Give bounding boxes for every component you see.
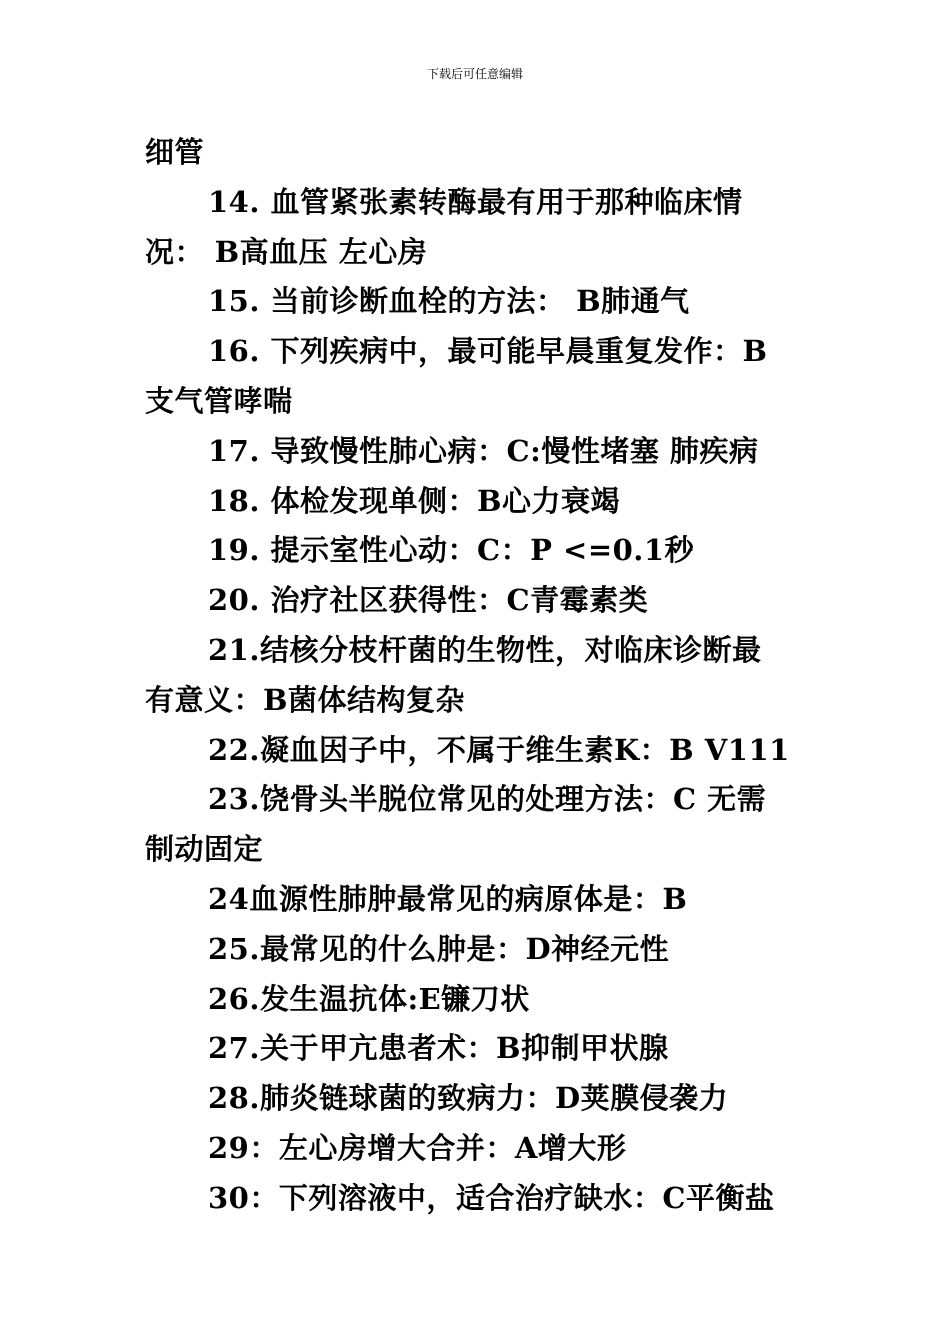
text-line: 28.肺炎链球菌的致病力：D荚膜侵袭力 [208,1081,729,1116]
text-line: 细管 [145,135,205,169]
text-line: 24血源性肺肿最常见的病原体是：B [208,881,688,916]
text-line: 15. 当前诊断血栓的方法： B肺通气 [208,284,690,319]
text-line: 29：左心房增大合并：A增大形 [208,1130,627,1165]
text-line: 18. 体检发现单侧：B心力衰竭 [208,483,621,518]
text-line: 23.饶骨头半脱位常见的处理方法：C 无需 [208,782,767,817]
text-line: 17. 导致慢性肺心病：C:慢性堵塞 肺疾病 [208,433,759,468]
text-line: 20. 治疗社区获得性：C青霉素类 [208,583,649,618]
text-line: 25.最常见的什么肿是：D神经元性 [208,931,670,966]
text-line: 21.结核分枝杆菌的生物性，对临床诊断最 [208,632,762,667]
body-text [145,128,813,1224]
text-line: 制动固定 [145,832,264,867]
text-line: 22.凝血因子中，不属于维生素K：B V111 [208,732,790,767]
text-line: 支气管哮喘 [145,383,293,418]
text-line: 况： B高血压 左心房 [145,234,428,269]
text-line: 26.发生温抗体:E镰刀状 [208,981,530,1016]
text-line: 14. 血管紧张素转酶最有用于那种临床情 [208,184,743,219]
text-line: 27.关于甲亢患者术：B抑制甲状腺 [208,1031,669,1066]
text-line: 30：下列溶液中，适合治疗缺水：C平衡盐 [208,1180,775,1215]
text-line: 有意义：B菌体结构复杂 [145,682,466,717]
text-line: 16. 下列疾病中，最可能早晨重复发作：B [208,334,768,369]
page-header: 下载后可任意编辑 [426,67,523,81]
text-line: 19. 提示室性心动：C：P <=0.1秒 [208,533,695,568]
